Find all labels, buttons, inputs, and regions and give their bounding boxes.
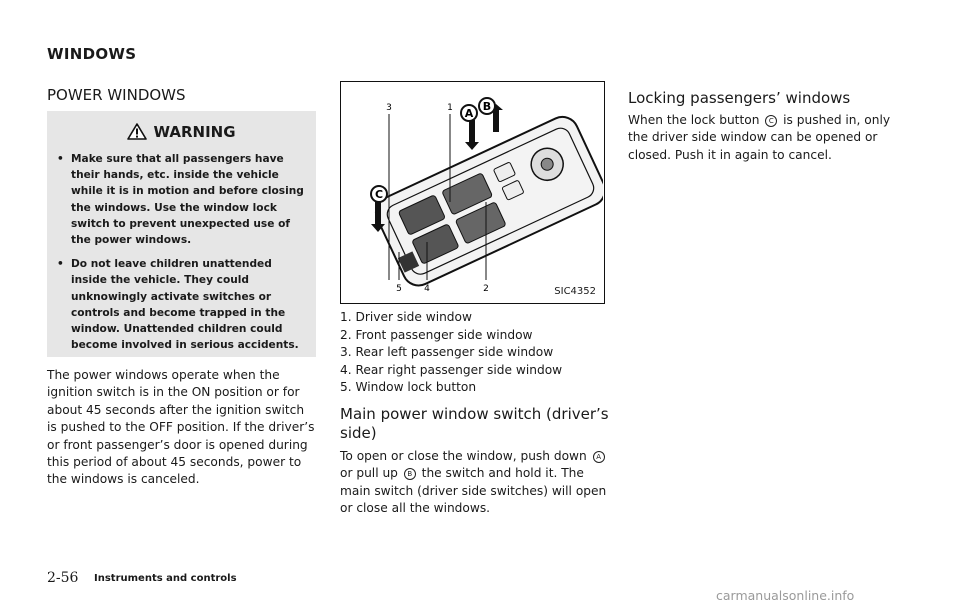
page-header-title: WINDOWS: [47, 45, 137, 63]
warning-list: [57, 151, 309, 361]
marker-a: A: [593, 451, 605, 463]
callout-label: 5: [396, 284, 402, 294]
legend-item: 1. Driver side window: [340, 310, 472, 324]
locking-paragraph: [628, 112, 913, 164]
marker-c: C: [765, 115, 777, 127]
page-number: 2-56: [47, 570, 79, 586]
main-switch-text: or pull up: [340, 466, 398, 481]
legend-list: [340, 309, 610, 397]
locking-title: Locking passengers’ windows: [628, 89, 851, 107]
warning-item: • Make sure that all passengers have their hands, etc. inside the vehicle while it is in motion and before closing the windows. Use the window lock switch to prevent unexpected use of the power windows.: [57, 151, 309, 248]
main-switch-text: To open or close the window, push down: [340, 449, 587, 463]
callout-label: 1: [447, 103, 453, 113]
warning-box: [47, 111, 316, 357]
legend-item: 3. Rear left passenger side window: [340, 345, 554, 359]
legend-item: 4. Rear right passenger side window: [340, 362, 563, 377]
warning-item: • Do not leave children unattended inside the vehicle. They could unknowingly activate switches or controls and become trapped in the window. Unattended children could become involved in serious accidents.: [57, 256, 309, 353]
warning-heading-text: WARNING: [153, 123, 236, 141]
section-title: POWER WINDOWS: [47, 86, 186, 104]
warning-triangle-icon: [127, 123, 147, 140]
callout-label: C: [374, 188, 384, 201]
main-switch-paragraph: [340, 448, 612, 518]
callout-label: 4: [424, 284, 430, 294]
figure-code: SIC4352: [554, 286, 596, 297]
legend-item: 5. Window lock button: [340, 380, 477, 394]
callout-label: B: [482, 100, 492, 113]
marker-b: B: [404, 468, 416, 480]
footer-section: Instruments and controls: [94, 573, 237, 584]
warning-heading: [47, 123, 316, 141]
watermark: carmanualsonline.info: [716, 588, 855, 603]
legend-item: 2. Front passenger side window: [340, 327, 533, 342]
callout-label: A: [464, 107, 474, 120]
main-switch-title: Main power window switch (driver’s side): [340, 405, 609, 442]
window-switch-figure: [340, 81, 605, 304]
locking-text: is pushed in, only the driver side window can be opened or closed. Push it in again to cancel.: [628, 113, 891, 162]
locking-text: When the lock button: [628, 113, 760, 127]
callout-label: 2: [483, 284, 489, 294]
main-switch-text: the switch and hold it. The main switch (driver side switches) will open or close all the windows.: [340, 466, 607, 516]
window-switch-illustration: [341, 82, 603, 302]
callout-label: 3: [386, 103, 392, 113]
intro-paragraph: The power windows operate when the ignition switch is in the ON position or for about 45 seconds after the ignition switch is pushed to the OFF position. If the driver’s or front passenger’s door is opened during this period of about 45 seconds, power to the windows is canceled.: [47, 368, 315, 487]
